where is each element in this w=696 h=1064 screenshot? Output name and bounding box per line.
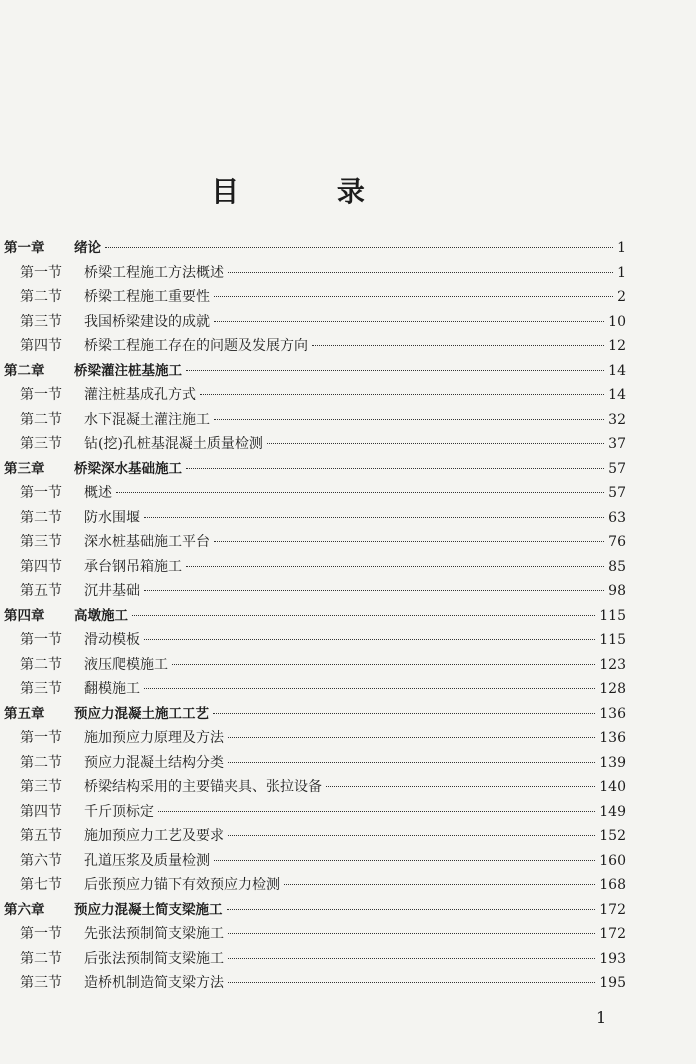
toc-section-row[interactable] bbox=[4, 432, 626, 457]
toc-entry-page: 2 bbox=[617, 289, 626, 305]
toc-chapter-row[interactable] bbox=[4, 898, 626, 923]
toc-dot-leader bbox=[144, 517, 604, 518]
toc-entry-title: 后张法预制简支梁施工 bbox=[84, 950, 224, 967]
toc-entry-page: 76 bbox=[608, 534, 626, 550]
toc-entry-title: 预应力混凝土施工工艺 bbox=[74, 705, 209, 722]
toc-entry-number: 第五节 bbox=[20, 828, 62, 844]
toc-dot-leader bbox=[200, 394, 604, 395]
toc-entry-page: 149 bbox=[599, 803, 626, 820]
toc-dot-leader bbox=[214, 419, 604, 420]
toc-entry-title: 承台钢吊箱施工 bbox=[84, 558, 182, 575]
toc-section-row[interactable] bbox=[4, 775, 626, 800]
toc-entry-number: 第二节 bbox=[20, 656, 62, 673]
toc-section-row[interactable] bbox=[4, 677, 626, 702]
toc-chapter-row[interactable] bbox=[4, 457, 626, 482]
toc-entry-page: 1 bbox=[617, 264, 626, 281]
toc-dot-leader bbox=[284, 884, 595, 885]
toc-entry-page: 136 bbox=[599, 730, 626, 746]
toc-entry-page: 98 bbox=[608, 583, 626, 599]
toc-dot-leader bbox=[186, 468, 604, 469]
toc-section-row[interactable] bbox=[4, 628, 626, 653]
toc-entry-number: 第四节 bbox=[20, 803, 62, 820]
toc-entry-page: 139 bbox=[599, 754, 626, 771]
toc-entry-page: 57 bbox=[608, 460, 626, 477]
toc-entry-page: 160 bbox=[599, 852, 626, 869]
toc-section-row[interactable] bbox=[4, 285, 626, 310]
toc-entry-title: 概述 bbox=[84, 485, 112, 501]
toc-section-row[interactable] bbox=[4, 922, 626, 947]
toc-section-row[interactable] bbox=[4, 824, 626, 849]
toc-section-row[interactable] bbox=[4, 530, 626, 555]
toc-chapter-row[interactable] bbox=[4, 359, 626, 384]
toc-dot-leader bbox=[312, 345, 604, 346]
toc-dot-leader bbox=[214, 541, 604, 542]
toc-entry-title: 先张法预制简支梁施工 bbox=[84, 926, 224, 942]
toc-dot-leader bbox=[214, 321, 604, 322]
toc-entry-page: 140 bbox=[599, 779, 626, 795]
toc-chapter-row[interactable] bbox=[4, 702, 626, 727]
toc-entry-number: 第一章 bbox=[4, 240, 45, 256]
toc-entry-number: 第三节 bbox=[20, 534, 62, 550]
toc-entry-page: 12 bbox=[608, 338, 626, 354]
toc-entry-page: 172 bbox=[599, 926, 626, 942]
toc-entry-number: 第二节 bbox=[20, 754, 62, 771]
toc-section-row[interactable] bbox=[4, 751, 626, 776]
toc-dot-leader bbox=[228, 933, 595, 934]
toc-dot-leader bbox=[144, 590, 604, 591]
toc-entry-number: 第三节 bbox=[20, 779, 62, 795]
toc-dot-leader bbox=[228, 762, 595, 763]
toc-section-row[interactable] bbox=[4, 849, 626, 874]
toc-section-row[interactable] bbox=[4, 310, 626, 335]
toc-entry-page: 168 bbox=[599, 877, 626, 893]
toc-entry-number: 第二节 bbox=[20, 950, 62, 967]
toc-entry-page: 10 bbox=[608, 313, 626, 330]
toc-entry-title: 桥梁工程施工重要性 bbox=[84, 289, 210, 305]
toc-entry-page: 14 bbox=[608, 387, 626, 403]
toc-entry-title: 翻模施工 bbox=[84, 681, 140, 697]
toc-dot-leader bbox=[227, 909, 596, 910]
toc-entry-number: 第五节 bbox=[20, 583, 62, 599]
toc-entry-number: 第一节 bbox=[20, 387, 62, 403]
toc-dot-leader bbox=[228, 982, 595, 983]
toc-entry-number: 第一节 bbox=[20, 632, 62, 648]
toc-entry-title: 防水围堰 bbox=[84, 509, 140, 526]
toc-entry-number: 第一节 bbox=[20, 926, 62, 942]
toc-entry-number: 第一节 bbox=[20, 730, 62, 746]
toc-dot-leader bbox=[214, 860, 595, 861]
toc-chapter-row[interactable] bbox=[4, 236, 626, 261]
toc-dot-leader bbox=[144, 688, 595, 689]
toc-section-row[interactable] bbox=[4, 579, 626, 604]
toc-entry-number: 第三节 bbox=[20, 681, 62, 697]
toc-entry-number: 第七节 bbox=[20, 877, 62, 893]
toc-entry-number: 第二节 bbox=[20, 289, 62, 305]
toc-entry-page: 193 bbox=[599, 950, 626, 967]
toc-entry-title: 滑动模板 bbox=[84, 632, 140, 648]
toc-entry-page: 37 bbox=[608, 436, 626, 452]
toc-section-row[interactable] bbox=[4, 653, 626, 678]
toc-entry-title: 桥梁工程施工方法概述 bbox=[84, 264, 224, 281]
toc-entry-number: 第一节 bbox=[20, 264, 62, 281]
toc-entry-page: 32 bbox=[608, 411, 626, 428]
toc-entry-number: 第三节 bbox=[20, 436, 62, 452]
toc-section-row[interactable] bbox=[4, 383, 626, 408]
toc-dot-leader bbox=[228, 835, 595, 836]
toc-section-row[interactable] bbox=[4, 334, 626, 359]
table-of-contents bbox=[4, 236, 626, 996]
toc-entry-page: 136 bbox=[599, 705, 626, 722]
toc-dot-leader bbox=[144, 639, 595, 640]
toc-entry-title: 我国桥梁建设的成就 bbox=[84, 313, 210, 330]
toc-entry-number: 第四节 bbox=[20, 558, 62, 575]
toc-entry-number: 第三节 bbox=[20, 975, 62, 991]
page-number: 1 bbox=[596, 1008, 607, 1027]
toc-section-row[interactable] bbox=[4, 506, 626, 531]
toc-entry-page: 57 bbox=[608, 485, 626, 501]
toc-entry-page: 172 bbox=[599, 901, 626, 918]
toc-entry-page: 123 bbox=[599, 656, 626, 673]
toc-entry-title: 预应力混凝土简支梁施工 bbox=[74, 901, 223, 918]
toc-entry-title: 后张预应力锚下有效预应力检测 bbox=[84, 877, 280, 893]
toc-dot-leader bbox=[105, 247, 613, 248]
toc-entry-title: 施加预应力工艺及要求 bbox=[84, 828, 224, 844]
toc-entry-number: 第四节 bbox=[20, 338, 62, 354]
toc-entry-page: 128 bbox=[599, 681, 626, 697]
toc-entry-page: 115 bbox=[599, 632, 626, 648]
toc-dot-leader bbox=[132, 615, 595, 616]
toc-entry-title: 高墩施工 bbox=[74, 607, 128, 624]
toc-entry-title: 绪论 bbox=[74, 240, 101, 256]
toc-entry-title: 施加预应力原理及方法 bbox=[84, 730, 224, 746]
toc-entry-page: 152 bbox=[599, 828, 626, 844]
toc-section-row[interactable] bbox=[4, 971, 626, 996]
toc-entry-number: 第二节 bbox=[20, 411, 62, 428]
toc-entry-title: 桥梁灌注桩基施工 bbox=[74, 362, 182, 379]
toc-entry-title: 桥梁结构采用的主要锚夹具、张拉设备 bbox=[84, 779, 322, 795]
toc-entry-number: 第二章 bbox=[4, 362, 45, 379]
toc-entry-number: 第四章 bbox=[4, 607, 45, 624]
toc-dot-leader bbox=[213, 713, 595, 714]
toc-entry-page: 63 bbox=[608, 509, 626, 526]
toc-entry-title: 孔道压浆及质量检测 bbox=[84, 852, 210, 869]
toc-section-row[interactable] bbox=[4, 947, 626, 972]
toc-dot-leader bbox=[326, 786, 595, 787]
toc-section-row[interactable] bbox=[4, 408, 626, 433]
toc-entry-title: 千斤顶标定 bbox=[84, 803, 154, 820]
toc-entry-number: 第一节 bbox=[20, 485, 62, 501]
toc-entry-title: 桥梁工程施工存在的问题及发展方向 bbox=[84, 338, 308, 354]
toc-entry-number: 第六节 bbox=[20, 852, 62, 869]
toc-entry-title: 桥梁深水基础施工 bbox=[74, 460, 182, 477]
toc-section-row[interactable] bbox=[4, 800, 626, 825]
toc-section-row[interactable] bbox=[4, 261, 626, 286]
toc-entry-number: 第五章 bbox=[4, 705, 45, 722]
toc-section-row[interactable] bbox=[4, 481, 626, 506]
toc-dot-leader bbox=[116, 492, 604, 493]
toc-dot-leader bbox=[228, 958, 595, 959]
toc-entry-title: 深水桩基础施工平台 bbox=[84, 534, 210, 550]
toc-dot-leader bbox=[228, 737, 595, 738]
toc-dot-leader bbox=[186, 566, 604, 567]
toc-dot-leader bbox=[214, 296, 613, 297]
toc-dot-leader bbox=[186, 370, 604, 371]
toc-dot-leader bbox=[228, 272, 613, 273]
toc-section-row[interactable] bbox=[4, 555, 626, 580]
toc-entry-page: 14 bbox=[608, 362, 626, 379]
toc-entry-page: 195 bbox=[599, 975, 626, 991]
toc-entry-page: 1 bbox=[617, 240, 626, 256]
toc-entry-number: 第三节 bbox=[20, 313, 62, 330]
toc-dot-leader bbox=[158, 811, 595, 812]
toc-dot-leader bbox=[172, 664, 595, 665]
toc-chapter-row[interactable] bbox=[4, 604, 626, 629]
toc-entry-title: 造桥机制造简支梁方法 bbox=[84, 975, 224, 991]
toc-entry-page: 85 bbox=[608, 558, 626, 575]
toc-entry-page: 115 bbox=[599, 607, 626, 624]
toc-entry-title: 预应力混凝土结构分类 bbox=[84, 754, 224, 771]
toc-section-row[interactable] bbox=[4, 873, 626, 898]
toc-entry-title: 水下混凝土灌注施工 bbox=[84, 411, 210, 428]
toc-section-row[interactable] bbox=[4, 726, 626, 751]
toc-entry-number: 第六章 bbox=[4, 901, 45, 918]
toc-entry-number: 第二节 bbox=[20, 509, 62, 526]
toc-entry-title: 钻(挖)孔桩基混凝土质量检测 bbox=[84, 436, 263, 452]
toc-dot-leader bbox=[267, 443, 604, 444]
toc-entry-title: 灌注桩基成孔方式 bbox=[84, 387, 196, 403]
page-title: 目 录 bbox=[211, 175, 409, 208]
toc-entry-number: 第三章 bbox=[4, 460, 45, 477]
toc-entry-title: 沉井基础 bbox=[84, 583, 140, 599]
toc-entry-title: 液压爬模施工 bbox=[84, 656, 168, 673]
